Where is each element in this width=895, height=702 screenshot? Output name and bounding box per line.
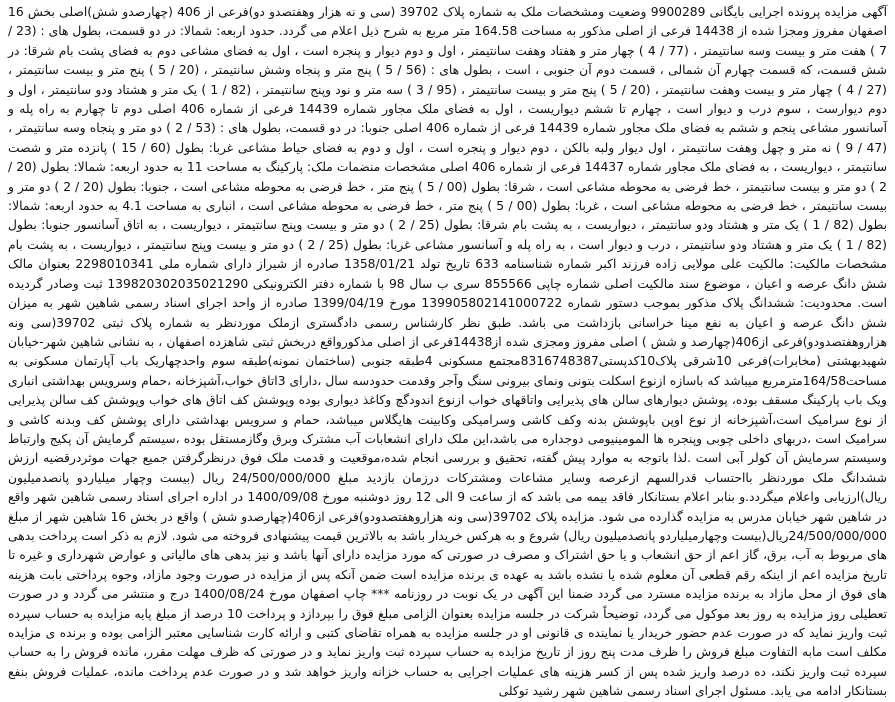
auction-notice-text: آگهی مزایده پرونده اجرایی بایگانی 9900289 وضعیت ومشخصات ملک به شماره پلاک 39702 (سی و نه هزار وهفتصدو دو)فرعی از 406 (چهارصدو شش)اصلی بخش 16 اصفهان مفروز ومجزا شده از 14438 فرعی از اصلی مذکور به مساحت 164.58 متر مربع به شرح ذیل اعلام می گردد. حدود اربعه: شمالا: در دو قسمت، بطول های : (23 / 7 ) هفت متر و بیست وسه سانتیمتر ، (77 / 4 ) چهار متر و هفتاد وهفت سانتیمتر ، اول و دوم دیوار و پنجره است ، اول به فضای مشاعی دوم به فضای پشت بام شرقا: در شش قسمت، که قسمت چهارم آن شمالی ، قسمت دوم آن جنوبی ، است ، بطول های : (56 / 5 ) پنج متر و پنجاه وشش سانتیمتر ، (20 / 5 ) پنج متر و بیست سانتیمتر ، (27 / 4 ) چهار متر و بیست وهفت سانتیمتر ، (20 / 5 ) پنج متر و بیست سانتیمتر ، (95 / 3 ) سه متر و نود وپنج سانتیمتر ، (82 / 1 ) یک متر و هشتاد ودو سانتیمتر ، اول و دوم دیوارست ، سوم درب و دیوار است ، چهارم تا ششم دیواریست ، اول به فضای ملک مجاور شماره 14439 فرعی از شماره 406 اصلی دوم تا چهارم به راه پله و آسانسور مشاعی پنجم و ششم به فضای ملک مجاور شماره 14439 فرعی از شماره 406 اصلی جنوبا: در دو قسمت، بطول های : (53 / 2 ) دو متر و پنجاه وسه سانتیمتر ، (47 / 9 ) نه متر و چهل وهفت سانتیمتر ، اول دیوار ولبه بالکن ، دوم دیوار و پنجره است ، اول و دوم به فضای حیاط مشاعی غربا: بطول (60 / 15 ) پانزده متر و شصت سانتیمتر ، دیواریست ، به فضای ملک مجاور شماره 14437 فرعی از شماره 406 اصلی مشخصات منضمات ملک: پارکینگ به مساحت 11 به حدود اربعه: شمالا: بطول (20 / 2 ) دو متر و بیست سانتیمتر ، خط فرضی به محوطه مشاعی است ، شرقا: بطول (00 / 5 ) پنج متر ، خط فرضی به محوطه مشاعی است ، جنوبا: بطول (20 / 2 ) دو متر و بیست سانتیمتر ، خط فرضی به محوطه مشاعی است ، غربا: بطول (00 / 5 ) پنج متر ، خط فرضی به محوطه مشاعی است ، انباری به مساحت 4.1 به حدود اربعه: شمالا: بطول (82 / 1 ) یک متر و هشتاد ودو سانتیمتر ، دیواریست ، به پشت بام شرقا: بطول (25 / 2 ) دو متر و بیست وپنج سانتیمتر ، دیواریست ، به اتاق آسانسور جنوبا: بطول (82 / 1 ) یک متر و هشتاد ودو سانتیمتر ، درب و دیوار است ، به راه پله و آسانسور مشاعی غربا: بطول (25 / 2 ) دو متر و بیست وپنج سانتیمتر ، دیواریست ، به پشت بام مشخصات مالکیت: مالکیت علی مولایی زاده فرزند اکبر شماره شناسنامه 633 تاریخ تولد 1358/01/21 صادره از شیراز دارای شماره ملی 2298010341 بعنوان مالک شش دانگ عرصه و اعیان ، موضوع سند مالکیت اصلی شماره چاپی 855566 سری ب سال 98 با شماره دفتر الکترونیکی 139820302035021290 ثبت وصادر گردیده است. محدودیت: ششدانگ پلاک مذکور بموجب دستور شماره 139905802141000722 مورخ 1399/04/19 صادره از واحد اجرای اسناد رسمی شاهین شهر به میزان شش دانگ عرصه و اعیان به نفع مینا خراسانی بازداشت می باشد. طبق نظر کارشناس رسمی دادگستری ازملک موردنظر به شماره پلاک ثبتی 39702(سی ونه هزاروهفتصدودو)فرعی از406(چهارصد و شش ) اصلی مفروز ومجزی شده از14438فرعی از اصلی مذکورواقع دربخش ثبتی شاهزده اصفهان ، به نشانی شاهین شهر-خیابان شهیدبهشتی (مخابرات)فرعی 10شرقی پلاک10کدپستی8316748387مجتمع مسکونی 4طبقه جنوبی (ساختمان نمونه)طبقه سوم واحدچهاریک باب آپارتمان مسکونی به مساحت164/58مترمربع میباشد که باسازه ازنوع اسکلت بتونی ونمای بیرونی سنگ وآجر وقدمت حدودسه سال ،دارای 3اتاق خواب،آشپزخانه ،حمام وسرویس بهداشتی انباری ویک باب پارکینگ مسقف بوده، پوشش دیوارهای سالن های پذیرایی واتاقهای خواب ازنوع اندودگچ وکاغذ دیواری بوده وپوشش کف اتاق های خواب وپوشش کف سالن پذیرایی از نوع سرامیک است،آشپزخانه از نوع اوپن باپوشش بدنه وکف کاشی وسرامیکی وکابینت هایگلاس میباشد، حمام و سرویس بهداشتی دارای پوشش کف وبدنه کاشی و سرامیک است ،دربهای داخلی چوبی وپنجره ها المومینیومی دوجداره می باشد،این ملک دارای انشعابات آب مشترک وبرق وگازمستقل بوده ،سیستم گرمایش آن پکیج وارتباط وسیستم سرمایش آن کولر آبی است .لذا باتوجه به موارد پیش گفته، تحقیق و بررسی انجام شده،موقعیت و قدمت ملک فوق درنظرگرفتن جمیع جهات موثردرقضیه ارزش ششدانگ ملک موردنظر بااحتساب قدرالسهم ازعرصه وسایر مشاعات ومشترکات درزمان بازدید مبلغ 24/500/000/000 ریال (بیست وچهار میلیاردو پانصدمیلیون ریال)ارزیابی واعلام میگردد.و بنابر اعلام بستانکار فاقد بیمه می باشد که از ساعت 9 الی 12 روز دوشنبه مورخ 1400/09/08 در اداره اجرای اسناد رسمی شاهین شهر واقع در شاهین شهر خیابان مدرس به مزایده گذارده می شود. مزایده پلاک 39702(سی ونه هزاروهفتصدودو)فرعی از406(چهارصدو شش ) واقع در بخش 16 شاهین شهر از مبلغ 24/500/000/000ریال(بیست وچهارمیلیاردو پانصدمیلیون ریال) شروع و به هرکس خریدار باشد به بالاترین قیمت پیشنهادی فروخته می شود. لازم به ذکر است پرداخت بدهی های مربوط به آب، برق، گاز اعم از حق انشعاب و یا حق اشتراک و مصرف در صورتی که مورد مزایده دارای آنها باشد و نیز بدهی های مالیاتی و عوارض شهرداری و غیره تا تاریخ مزایده اعم از اینکه رقم قطعی آن معلوم شده یا نشده باشد به عهده ی برنده مزایده است ضمن آنکه پس از مزایده در صورت وجود مازاد، وجوه پرداختی بابت هزینه های فوق از محل مازاد به برنده مزایده مسترد می گردد ضمنا این آگهی در یک نوبت در روزنامه *** چاپ اصفهان مورخ 1400/08/24 درج و منتشر می گردد و در صورت تعطیلی روز مزایده به روز بعد موکول می گردد، توضیحاً شرکت در جلسه مزایده بعنوان الزامی مبلغ فوق را بپردازد و پرداخت 10 درصد از مبلغ پایه مزایده به حساب سپرده ثبت واریز نماید که در صورت عدم حضور خریدار یا نماینده ی قانونی او در جلسه مزایده به همراه تقاضای کتبی و ارائه کارت شناسایی معتبر الزامی بوده و برنده ی مزایده مکلف است مابه التفاوت مبلغ فروش را ظرف مدت پنج روز از تاریخ مزایده به حساب سپرده ثبت واریز نماید و در صورتی که ظرف مهلت مقرر، مانده فروش را به حساب سپرده ثبت واریز نکند، ده درصد واریز شده پس از کسر هزینه های عملیات اجرایی به حساب خزانه واریز خواهد شد و در صورت عدم پرداخت مانده، عملیات فروش بنفع بستانکار ادامه می یابد. مسئول اجرای اسناد رسمی شاهین شهر رشید توکلی [8, 5, 888, 699]
